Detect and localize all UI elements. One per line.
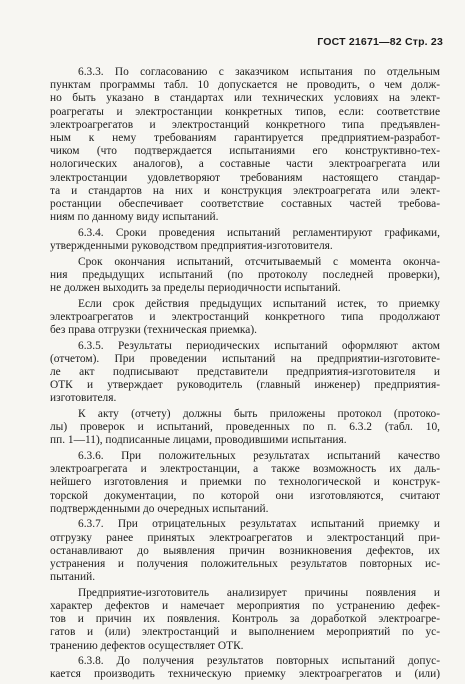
text-line: К акту (отчету) должны быть приложены протокол (протоко- xyxy=(78,408,440,421)
paragraph xyxy=(50,227,440,253)
text-line: торской документации, по которой они изготовляются, считают xyxy=(50,489,440,502)
text-line: устранения и получения положительных результатов повторных ис- xyxy=(50,558,440,571)
text-line: 6.3.4. Сроки проведения испытаний регламентируют графиками, xyxy=(78,226,440,239)
text-line: ниям по данному виду испытаний. xyxy=(50,211,219,224)
text-line: Предприятие-изготовитель анализирует причины появления и xyxy=(78,586,440,599)
text-line: пп. 1—11), подписанные лицами, проводившими испытания. xyxy=(50,434,347,447)
paragraph xyxy=(50,518,440,584)
paragraph xyxy=(50,450,440,516)
paragraph xyxy=(50,340,440,406)
text-line: ния предыдущих испытаний (по протоколу последней проверки), xyxy=(50,268,440,281)
text-line: без права отгрузки (техническая приемка). xyxy=(50,324,257,337)
text-line: гатов и (или) электростанций и выполнением мероприятий по ус- xyxy=(50,626,440,639)
text-line: Срок окончания испытаний, отсчитываемый с момента оконча- xyxy=(78,255,440,268)
text-line: нейшего изготовления и приемки по технологической и конструк- xyxy=(50,476,440,489)
text-line: 6.3.5. Результаты периодических испытаний оформляют актом xyxy=(78,339,440,352)
text-line: чиком (что подтверждается испытаниями его конструктивно-тех- xyxy=(50,145,440,158)
text-line: Если срок действия предыдущих испытаний истек, то приемку xyxy=(78,297,440,310)
text-line: 6.3.8. До получения результатов повторных испытаний допус- xyxy=(78,655,440,668)
text-line: электроагрегатов и электростанций конкретного типа предъявлен- xyxy=(50,118,440,131)
text-line: электростанции удовлетворяют требованиям настоящего стандар- xyxy=(50,171,440,184)
text-line: но быть указано в стандартах или технических условиях на элект- xyxy=(50,92,440,105)
text-line: отгрузку ранее принятых электроагрегатов и электростанций при- xyxy=(50,531,440,544)
paragraph xyxy=(50,298,440,338)
paragraph xyxy=(50,655,440,681)
paragraph xyxy=(50,256,440,296)
text-line: изготовителя. xyxy=(50,392,117,405)
text-line: роагрегаты и электростанции конкретных типов, если: соответствие xyxy=(50,105,440,118)
text-line: ОТК и утверждает руководитель (главный инженер) предприятия- xyxy=(50,379,440,392)
text-line: ным к нему требованиям гарантируется предприятием-разработ- xyxy=(50,132,440,145)
paragraph xyxy=(50,408,440,448)
text-line: 6.3.7. При отрицательных результатах испытаний приемку и xyxy=(78,518,440,531)
text-line: электроагрегатов и электростанций конкретного типа продолжают xyxy=(50,310,440,323)
paragraph xyxy=(50,66,440,224)
text-line: подтвержденными до очередных испытаний. xyxy=(50,502,269,515)
text-line: характер дефектов и намечает мероприятия по устранению дефек- xyxy=(50,600,440,613)
text-line: кается производить техническую приемку электроагрегатов и (или) xyxy=(50,668,440,681)
text-line: электроагрегата и электростанции, а также возможность их даль- xyxy=(50,463,440,476)
text-line: та и стандартов на них и конструкция электроагрегата или элект- xyxy=(50,184,440,197)
text-line: утвержденными руководством предприятия-изготовителя. xyxy=(50,240,333,253)
text-line: ле акт подписывают представители предприятия-изготовителя и xyxy=(50,366,440,379)
text-line: не должен выходить за пределы периодичности испытаний. xyxy=(50,282,341,295)
text-line: пытаний. xyxy=(50,571,96,584)
text-line: тов и причин их появления. Контроль за доработкой электроагре- xyxy=(50,613,440,626)
text-line: транению дефектов осуществляет ОТК. xyxy=(50,639,244,652)
text-line: нологических аналогов), а составные части электроагрегата или xyxy=(50,158,440,171)
text-line: ростанции обеспечивает соответствие составных частей требова- xyxy=(50,198,440,211)
text-line: пунктам программы табл. 10 допускается не проводить, о чем долж- xyxy=(50,79,440,92)
page-header: ГОСТ 21671—82 Стр. 23 xyxy=(317,36,443,48)
text-line: лы) проверок и испытаний, проведенных по п. 6.3.2 (табл. 10, xyxy=(50,421,440,434)
text-line: 6.3.3. По согласованию с заказчиком испытания по отдельным xyxy=(78,66,440,78)
text-line: 6.3.6. При положительных результатах испытаний качество xyxy=(78,450,440,463)
text-line: останавливают до выявления причин возникновения дефектов, их xyxy=(50,544,440,557)
text-line: (отчетом). При проведении испытаний на предприятии-изготовите- xyxy=(50,352,440,365)
document-body xyxy=(50,66,440,684)
paragraph xyxy=(50,587,440,653)
